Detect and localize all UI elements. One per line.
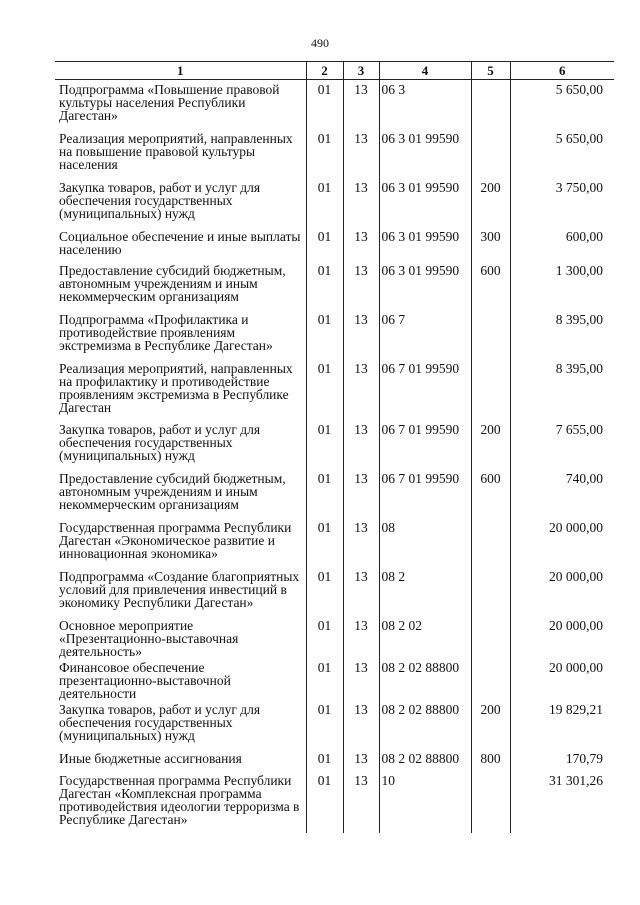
- row-expense-type: [471, 616, 510, 658]
- table-row: [55, 420, 614, 469]
- row-section: 01: [306, 616, 343, 658]
- header-col-5: 5: [471, 62, 510, 80]
- row-target-article: 06 7: [379, 310, 471, 359]
- row-subsection: 13: [343, 129, 379, 178]
- row-name: Основное мероприятие «Презентационно-выставочная деятельность»: [55, 616, 306, 658]
- row-name: Государственная программа Республики Дагестан «Экономическое развитие и инновационная экономика»: [55, 518, 306, 567]
- row-target-article: 08 2 02 88800: [379, 700, 471, 749]
- row-expense-type: [471, 129, 510, 178]
- row-subsection: 13: [343, 749, 379, 771]
- row-expense-type: [471, 310, 510, 359]
- row-name: Подпрограмма «Создание благоприятных условий для привлечения инвестиций в экономику Республики Дагестан»: [55, 567, 306, 616]
- table-row: [55, 227, 614, 261]
- row-subsection: 13: [343, 567, 379, 616]
- row-section: 01: [306, 129, 343, 178]
- row-amount: 3 750,00: [510, 178, 614, 227]
- row-subsection: 13: [343, 80, 379, 129]
- header-col-4: 4: [379, 62, 471, 80]
- table-row: [55, 178, 614, 227]
- row-expense-type: [471, 80, 510, 129]
- row-target-article: 08 2 02: [379, 616, 471, 658]
- table-row: [55, 700, 614, 749]
- row-section: 01: [306, 227, 343, 261]
- table-body: [55, 80, 614, 833]
- row-subsection: 13: [343, 469, 379, 518]
- row-amount: 740,00: [510, 469, 614, 518]
- row-target-article: 06 3 01 99590: [379, 129, 471, 178]
- row-name: Закупка товаров, работ и услуг для обеспечения государственных (муниципальных) нужд: [55, 700, 306, 749]
- row-expense-type: 600: [471, 469, 510, 518]
- row-subsection: 13: [343, 700, 379, 749]
- row-target-article: 08 2: [379, 567, 471, 616]
- row-amount: 600,00: [510, 227, 614, 261]
- row-target-article: 06 3 01 99590: [379, 178, 471, 227]
- row-section: 01: [306, 80, 343, 129]
- row-name: Закупка товаров, работ и услуг для обеспечения государственных (муниципальных) нужд: [55, 420, 306, 469]
- row-expense-type: 600: [471, 261, 510, 310]
- row-expense-type: [471, 658, 510, 700]
- row-expense-type: 200: [471, 178, 510, 227]
- row-subsection: 13: [343, 518, 379, 567]
- row-expense-type: 300: [471, 227, 510, 261]
- row-amount: 5 650,00: [510, 129, 614, 178]
- row-subsection: 13: [343, 420, 379, 469]
- row-target-article: 06 3 01 99590: [379, 261, 471, 310]
- page-number: 490: [311, 36, 329, 50]
- row-subsection: 13: [343, 658, 379, 700]
- row-amount: 20 000,00: [510, 567, 614, 616]
- row-name: Закупка товаров, работ и услуг для обеспечения государственных (муниципальных) нужд: [55, 178, 306, 227]
- budget-table: [55, 61, 614, 833]
- row-name: Государственная программа Республики Дагестан «Комплексная программа противодействия идеологии терроризма в Республике Дагестан»: [55, 771, 306, 833]
- row-target-article: 10: [379, 771, 471, 833]
- row-expense-type: [471, 359, 510, 420]
- row-name: Социальное обеспечение и иные выплаты населению: [55, 227, 306, 261]
- row-expense-type: [471, 567, 510, 616]
- row-target-article: 06 7 01 99590: [379, 359, 471, 420]
- row-expense-type: 200: [471, 420, 510, 469]
- table-row: [55, 567, 614, 616]
- row-expense-type: [471, 771, 510, 833]
- row-name: Подпрограмма «Профилактика и противодействие проявлениям экстремизма в Республике Дагестан»: [55, 310, 306, 359]
- row-amount: 31 301,26: [510, 771, 614, 833]
- row-section: 01: [306, 310, 343, 359]
- row-expense-type: 800: [471, 749, 510, 771]
- row-subsection: 13: [343, 310, 379, 359]
- row-amount: 170,79: [510, 749, 614, 771]
- row-amount: 19 829,21: [510, 700, 614, 749]
- row-section: 01: [306, 658, 343, 700]
- row-amount: 20 000,00: [510, 616, 614, 658]
- row-section: 01: [306, 700, 343, 749]
- table-row: [55, 80, 614, 129]
- row-amount: 8 395,00: [510, 359, 614, 420]
- row-name: Предоставление субсидий бюджетным, автономным учреждениям и иным некоммерческим организациям: [55, 469, 306, 518]
- row-amount: 20 000,00: [510, 658, 614, 700]
- row-name: Иные бюджетные ассигнования: [55, 749, 306, 771]
- row-target-article: 08: [379, 518, 471, 567]
- table-row: [55, 129, 614, 178]
- row-section: 01: [306, 261, 343, 310]
- header-col-3: 3: [343, 62, 379, 80]
- row-name: Реализация мероприятий, направленных на профилактику и противодействие проявлениям экстремизма в Республике Дагестан: [55, 359, 306, 420]
- row-amount: 5 650,00: [510, 80, 614, 129]
- row-subsection: 13: [343, 771, 379, 833]
- table-row: [55, 616, 614, 658]
- row-section: 01: [306, 178, 343, 227]
- row-name: Предоставление субсидий бюджетным, автономным учреждениям и иным некоммерческим организациям: [55, 261, 306, 310]
- table-row: [55, 518, 614, 567]
- row-subsection: 13: [343, 261, 379, 310]
- row-amount: 20 000,00: [510, 518, 614, 567]
- table-row: [55, 771, 614, 833]
- row-target-article: 06 3: [379, 80, 471, 129]
- row-subsection: 13: [343, 178, 379, 227]
- table-row: [55, 749, 614, 771]
- row-target-article: 08 2 02 88800: [379, 749, 471, 771]
- row-amount: 7 655,00: [510, 420, 614, 469]
- header-col-6: 6: [510, 62, 614, 80]
- row-section: 01: [306, 469, 343, 518]
- row-target-article: 06 7 01 99590: [379, 420, 471, 469]
- row-section: 01: [306, 567, 343, 616]
- row-section: 01: [306, 771, 343, 833]
- row-section: 01: [306, 420, 343, 469]
- row-name: Реализация мероприятий, направленных на повышение правовой культуры населения: [55, 129, 306, 178]
- row-target-article: 06 7 01 99590: [379, 469, 471, 518]
- header-col-1: 1: [55, 62, 306, 80]
- row-subsection: 13: [343, 227, 379, 261]
- row-expense-type: [471, 518, 510, 567]
- row-section: 01: [306, 518, 343, 567]
- row-name: Подпрограмма «Повышение правовой культуры населения Республики Дагестан»: [55, 80, 306, 129]
- row-subsection: 13: [343, 359, 379, 420]
- row-target-article: 08 2 02 88800: [379, 658, 471, 700]
- table-row: [55, 261, 614, 310]
- row-section: 01: [306, 359, 343, 420]
- table-row: [55, 658, 614, 700]
- row-subsection: 13: [343, 616, 379, 658]
- row-expense-type: 200: [471, 700, 510, 749]
- row-amount: 1 300,00: [510, 261, 614, 310]
- table-header-row: [55, 62, 614, 80]
- table-row: [55, 469, 614, 518]
- table-row: [55, 359, 614, 420]
- row-target-article: 06 3 01 99590: [379, 227, 471, 261]
- row-section: 01: [306, 749, 343, 771]
- row-name: Финансовое обеспечение презентационно-выставочной деятельности: [55, 658, 306, 700]
- header-col-2: 2: [306, 62, 343, 80]
- table-row: [55, 310, 614, 359]
- row-amount: 8 395,00: [510, 310, 614, 359]
